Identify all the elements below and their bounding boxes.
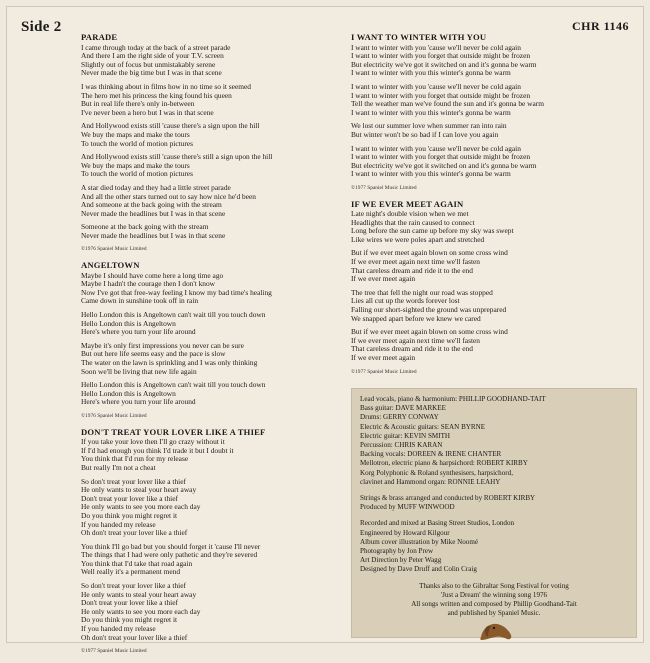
lyric-line: If you handed my release xyxy=(81,624,156,634)
lyric-line: Like wires we were poles apart and stretched xyxy=(351,234,485,244)
lyric-line: I've never been a hero but I was in that scene xyxy=(81,107,214,117)
song-copyright: ©1976 Spaniel Music Limited xyxy=(81,412,147,419)
lyric-line: So don't treat your lover like a thief xyxy=(81,581,186,591)
song-copyright: ©1977 Spaniel Music Limited xyxy=(351,368,417,375)
lyric-line: Oh don't treat your lover like a thief xyxy=(81,632,188,642)
lyric-line: That careless dream and ride it to the end xyxy=(351,265,473,275)
lyric-line: Late night's double vision when we met xyxy=(351,209,469,219)
lyric-line: We lost our summer love when summer ran into rain xyxy=(351,121,507,131)
lyric-stanza xyxy=(81,543,339,577)
lyric-line: Here's where you turn your life around xyxy=(81,327,196,337)
song-block xyxy=(81,261,339,421)
credit-line-thanks: Thanks also to the Gibraltar Song Festival for voting xyxy=(419,581,569,590)
lyric-stanza xyxy=(81,223,339,240)
credit-line-technical: Album cover illustration by Mike Noomé xyxy=(360,537,479,546)
lyric-line: You think that I'd run for my release xyxy=(81,454,189,464)
lyric-line: But in real life there's only in-between xyxy=(81,99,195,109)
song-title: DON'T TREAT YOUR LOVER LIKE A THIEF xyxy=(81,426,266,437)
lyric-stanza xyxy=(81,381,339,407)
lyric-line: You think I'll go bad but you should forget it 'cause I'll never xyxy=(81,541,261,551)
song-block xyxy=(81,428,339,656)
lyric-line: We snapped apart before we knew we cared xyxy=(351,313,481,323)
lyric-line: If we ever meet again xyxy=(351,353,416,362)
credits-production xyxy=(360,494,628,512)
credit-line-technical: Photography by Jon Prew xyxy=(360,547,434,556)
lyric-line: And all the other stars turned out to say how nice he'd been xyxy=(81,191,256,201)
credit-line-musician: Electric guitar: KEVIN SMITH xyxy=(360,431,451,440)
song-title: IF WE EVER MEET AGAIN xyxy=(351,198,464,209)
lyric-line: But electricity we've got it switched on and it's gonna be warm xyxy=(351,59,537,69)
song-copyright: ©1977 Spaniel Music Limited xyxy=(351,184,417,191)
lyric-line: But if we ever meet again blown on some cross wind xyxy=(351,248,508,258)
lyric-stanza xyxy=(351,289,601,323)
song-block xyxy=(81,33,339,254)
credits-panel xyxy=(351,388,637,638)
credit-line-musician: Electric & Acoustic guitars: SEAN BYRNE xyxy=(360,422,486,431)
lyric-line: He only wants to see you more each day xyxy=(81,606,201,616)
lyric-line: Came down in sunshine took off in rain xyxy=(81,296,199,306)
lyric-line: He only wants to steal your heart away xyxy=(81,589,197,599)
lyric-line: We buy the maps and make the tours xyxy=(81,160,190,170)
credit-line-musician: Percussion: CHRIS KARAN xyxy=(360,441,443,450)
credits-musicians xyxy=(360,395,628,487)
lyric-line: Hello London this is Angeltown can't wait till you touch down xyxy=(81,310,266,320)
lyric-line: Do you think you might regret it xyxy=(81,615,178,625)
lyric-line: Don't treat your lover like a thief xyxy=(81,493,178,503)
credits-technical xyxy=(360,519,628,574)
lyric-line: Don't treat your lover like a thief xyxy=(81,598,178,608)
lyric-stanza xyxy=(81,272,339,306)
lyric-line: And Hollywood exists still 'cause there's a sign upon the hill xyxy=(81,121,260,131)
credit-line-technical: Recorded and mixed at Basing Street Studios, London xyxy=(360,519,515,528)
lyric-line: I want to winter with you this winter's gonna be warm xyxy=(351,107,511,117)
lyric-line: Lies all cut up the words forever lost xyxy=(351,296,460,306)
lyric-line: Soon we'll be living that new life again xyxy=(81,366,197,376)
lyric-stanza xyxy=(81,582,339,642)
spaniel-dog-logo-icon xyxy=(477,617,517,643)
lyric-line: Someone at the back going with the stream xyxy=(81,222,209,232)
credit-line-thanks: 'Just a Dream' the winning song 1976 xyxy=(440,590,548,599)
lyric-line: But really I'm not a cheat xyxy=(81,462,156,472)
lyric-line: I want to winter with you this winter's gonna be warm xyxy=(351,68,511,78)
lyric-line: But winter won't be so bad if I can love you again xyxy=(351,129,499,139)
lyric-stanza xyxy=(81,342,339,376)
lyric-line: The things that I had were only pathetic and they're severed xyxy=(81,550,258,560)
lyric-line: I want to winter with you forget that outside might be frozen xyxy=(351,152,531,162)
credit-line-musician: Korg Polyphonic & Roland synthesisers, harpsichord, xyxy=(360,468,513,477)
lyric-line: Long before the sun came up before my sky was swept xyxy=(351,226,514,236)
credit-line-technical: Designed by Dave Druff and Colin Craig xyxy=(360,565,477,574)
lyric-line: Maybe I should have come here a long time ago xyxy=(81,270,224,280)
song-block xyxy=(351,33,601,193)
lyric-line: I want to winter with you 'cause we'll never be cold again xyxy=(351,143,521,153)
lyric-line: I want to winter with you 'cause we'll never be cold again xyxy=(351,81,521,91)
lyric-line: If we ever meet again next time we'll fasten xyxy=(351,257,480,267)
lyric-line: You think that I'd take that road again xyxy=(81,558,193,568)
lyric-line: Hello London this is Angeltown can't wait till you touch down xyxy=(81,380,266,390)
song-title: I WANT TO WINTER WITH YOU xyxy=(351,32,487,42)
lyric-stanza xyxy=(81,438,339,472)
lyric-stanza xyxy=(351,210,601,244)
credits-thanks xyxy=(360,582,628,619)
lyric-line: And someone at the back going with the stream xyxy=(81,200,222,210)
lyric-stanza xyxy=(81,184,339,218)
lyric-stanza xyxy=(81,83,339,117)
lyric-line: A star died today and they had a little street parade xyxy=(81,182,231,192)
credit-line-musician: Backing vocals: DOREEN & IRENE CHANTER xyxy=(360,450,502,459)
credit-line-technical: Art Direction by Peter Wagg xyxy=(360,556,442,565)
lyric-line: I want to winter with you 'cause we'll never be cold again xyxy=(351,42,521,52)
lyric-line: I was thinking about in films how in no time so it seemed xyxy=(81,81,251,91)
lyric-stanza xyxy=(81,122,339,148)
song-copyright: ©1976 Spaniel Music Limited xyxy=(81,246,147,253)
lyric-line: If you take your love then I'll go crazy without it xyxy=(81,437,225,447)
lyric-line: If we ever meet again xyxy=(351,274,416,284)
lyric-line: Never made the big time but I was in that scene xyxy=(81,68,222,78)
lyric-line: Oh don't treat your lover like a thief xyxy=(81,528,188,538)
lyric-line: Falling our short-sighted the ground was unprepared xyxy=(351,305,507,315)
credit-line-musician: Drums: GERRY CONWAY xyxy=(360,413,439,422)
lyric-line: Slightly out of focus but unmistakably serene xyxy=(81,59,216,69)
song-block xyxy=(351,200,601,377)
lyric-line: To touch the world of motion pictures xyxy=(81,169,193,179)
lyric-line: He only wants to steal your heart away xyxy=(81,485,197,495)
lyric-line: Well really it's a permanent mend xyxy=(81,567,181,577)
lyric-line: Now I've got that free-way feeling I know my bad time's healing xyxy=(81,287,272,297)
lyric-stanza xyxy=(351,145,601,179)
lyric-line: Hello London this is Angeltown xyxy=(81,388,176,398)
credit-line-thanks: All songs written and composed by Phillip Goodhand-Tait xyxy=(411,600,577,609)
lyric-line: If you handed my release xyxy=(81,519,156,529)
credit-line-musician: clavinet and Hammond organ: RONNIE LEAHY xyxy=(360,477,501,486)
lyric-line: To touch the world of motion pictures xyxy=(81,138,193,148)
lyric-line: Never made the headlines but I was in that scene xyxy=(81,208,226,218)
lyric-stanza xyxy=(81,478,339,538)
lyric-stanza xyxy=(351,249,601,283)
lyric-stanza xyxy=(81,153,339,179)
lyric-line: And there I am the right side of your T.V. screen xyxy=(81,51,224,61)
lyric-line: I want to winter with you forget that outside might be frozen xyxy=(351,51,531,61)
lyric-line: And Hollywood exists still 'cause there's still a sign upon the hill xyxy=(81,152,273,162)
lyric-line: Maybe I hadn't the courage then I don't know xyxy=(81,279,216,289)
lyric-stanza xyxy=(351,44,601,78)
lyric-line: If we ever meet again next time we'll fasten xyxy=(351,335,480,345)
lyric-line: Never made the headlines but I was in that scene xyxy=(81,230,226,240)
lyric-stanza xyxy=(81,311,339,337)
lyric-line: If I'd had enough you think I'd trade it but I doubt it xyxy=(81,445,234,455)
lyric-line: The tree that fell the night our road was stopped xyxy=(351,287,493,297)
lyric-line: But out here life seems easy and the pace is slow xyxy=(81,349,226,359)
lyric-line: I came through today at the back of a street parade xyxy=(81,42,231,52)
lyric-line: That careless dream and ride it to the end xyxy=(351,344,473,354)
lyric-stanza xyxy=(351,122,601,139)
lyric-line: Tell the weather man we've found the sun and it's gonna be warm xyxy=(351,99,545,109)
lyrics-column-left xyxy=(81,33,339,663)
catalogue-number: CHR 1146 xyxy=(571,19,629,33)
lyric-line: The hero met his princess the king found his queen xyxy=(81,90,232,100)
credit-line-musician: Bass guitar: DAVE MARKEE xyxy=(360,404,446,413)
lyric-stanza xyxy=(81,44,339,78)
lyric-line: Maybe it's only first impressions you never can be sure xyxy=(81,340,244,350)
lyric-line: But electricity we've got it switched on and it's gonna be warm xyxy=(351,160,537,170)
lyric-line: The water on the lawn is sprinkling and I was only thinking xyxy=(81,358,258,367)
credit-line-production: Produced by MUFF WINWOOD xyxy=(360,503,455,512)
credit-line-production: Strings & brass arranged and conducted by ROBERT KIRBY xyxy=(360,494,536,503)
lyric-line: Headlights that the rain caused to connect xyxy=(351,217,475,227)
lyric-line: But if we ever meet again blown on some cross wind xyxy=(351,327,508,337)
credit-line-musician: Lead vocals, piano & harmonium: PHILLIP GOODHAND-TAIT xyxy=(360,395,546,403)
credit-line-musician: Mellotron, electric piano & harpsichord: ROBERT KIRBY xyxy=(360,459,528,468)
lyric-line: I want to winter with you forget that outside might be frozen xyxy=(351,90,531,100)
lyric-line: So don't treat your lover like a thief xyxy=(81,476,186,486)
lyric-line: Hello London this is Angeltown xyxy=(81,318,176,328)
lyric-line: He only wants to see you more each day xyxy=(81,502,201,512)
lyric-line: I want to winter with you this winter's gonna be warm xyxy=(351,169,511,179)
lyric-stanza xyxy=(351,83,601,117)
credit-line-technical: Engineered by Howard Kilgour xyxy=(360,528,450,537)
song-title: ANGELTOWN xyxy=(81,260,140,271)
lyric-line: Here's where you turn your life around xyxy=(81,397,196,407)
song-title: PARADE xyxy=(81,32,118,42)
lyrics-column-right xyxy=(351,33,601,383)
credit-line-thanks: and published by Spaniel Music. xyxy=(447,609,541,618)
lyric-stanza xyxy=(351,328,601,362)
song-copyright: ©1977 Spaniel Music Limited xyxy=(81,648,147,655)
lyric-line: We buy the maps and make the tours xyxy=(81,129,190,139)
side-label: Side 2 xyxy=(21,19,62,35)
record-sleeve-liner xyxy=(6,6,644,655)
lyric-line: Do you think you might regret it xyxy=(81,510,178,520)
